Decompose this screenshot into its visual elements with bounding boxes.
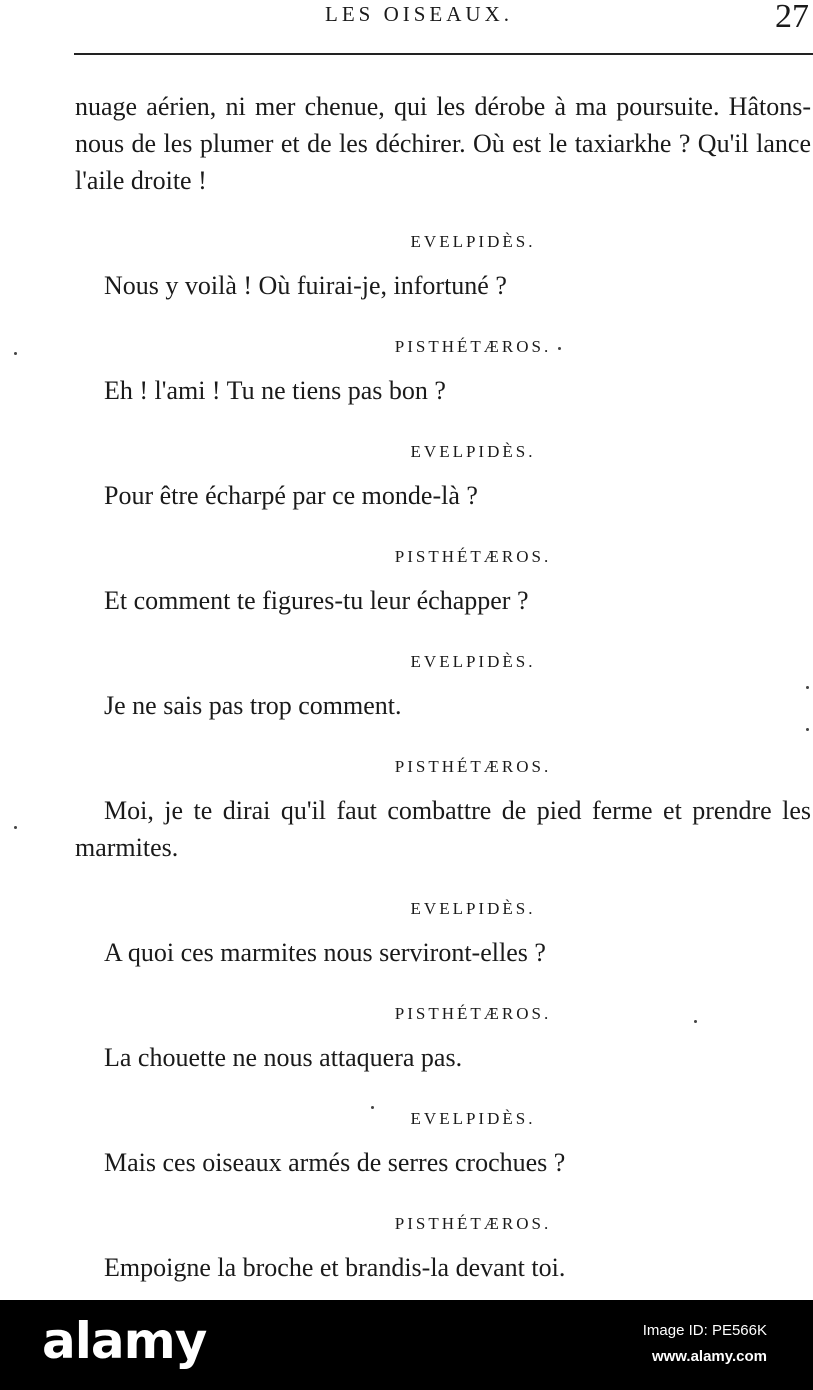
- scan-speck: [14, 352, 17, 355]
- image-id-text: Image ID: PE566K: [642, 1322, 767, 1339]
- dialogue-line: Pour être écharpé par ce monde-là ?: [104, 481, 478, 510]
- speaker-label: PISTHÉTÆROS.: [394, 337, 552, 356]
- dialogue-line: Je ne sais pas trop comment.: [104, 691, 402, 720]
- dialogue-line: Et comment te figures-tu leur échapper ?: [104, 586, 529, 615]
- watermark-banner: [0, 1300, 813, 1390]
- running-head: [0, 2, 813, 42]
- dialogue-line: La chouette ne nous attaquera pas.: [104, 1043, 463, 1072]
- text-block: [75, 88, 811, 1286]
- dialogue-line: Moi, je te dirai qu'il faut combattre de pied ferme et prendre les marmites.: [75, 796, 811, 862]
- speaker-label: EVELPIDÈS.: [410, 899, 536, 918]
- opening-paragraph: nuage aérien, ni mer chenue, qui les dérobe à ma poursuite. Hâtons-nous de les plumer et de les déchirer. Où est le taxiarkhe ? Qu'il lance l'aile droite !: [75, 92, 811, 195]
- scan-speck: [558, 347, 561, 350]
- speaker-label: EVELPIDÈS.: [410, 232, 536, 251]
- dialogue-line: Mais ces oiseaux armés de serres crochues ?: [104, 1148, 566, 1177]
- running-title: LES OISEAUX.: [325, 2, 513, 26]
- scan-speck: [371, 1106, 374, 1109]
- header-rule: [74, 53, 813, 55]
- site-url-text: www.alamy.com: [651, 1348, 767, 1365]
- speaker-label: PISTHÉTÆROS.: [394, 1004, 552, 1023]
- speaker-label: PISTHÉTÆROS.: [394, 757, 552, 776]
- scan-speck: [806, 728, 809, 731]
- scan-speck: [14, 826, 17, 829]
- alamy-logo: alamy: [42, 1312, 207, 1370]
- speaker-label: EVELPIDÈS.: [410, 652, 536, 671]
- speaker-label: EVELPIDÈS.: [410, 1109, 536, 1128]
- scan-speck: [694, 1020, 697, 1023]
- scan-speck: [806, 686, 809, 689]
- dialogue-line: Eh ! l'ami ! Tu ne tiens pas bon ?: [104, 376, 446, 405]
- speaker-label: EVELPIDÈS.: [410, 442, 536, 461]
- speaker-label: PISTHÉTÆROS.: [394, 547, 552, 566]
- speaker-label: PISTHÉTÆROS.: [394, 1214, 552, 1233]
- dialogue-line: Empoigne la broche et brandis-la devant toi.: [104, 1253, 566, 1282]
- page-number: 27: [775, 0, 809, 35]
- dialogue-line: Nous y voilà ! Où fuirai-je, infortuné ?: [104, 271, 507, 300]
- dialogue-line: A quoi ces marmites nous serviront-elles ?: [104, 938, 546, 967]
